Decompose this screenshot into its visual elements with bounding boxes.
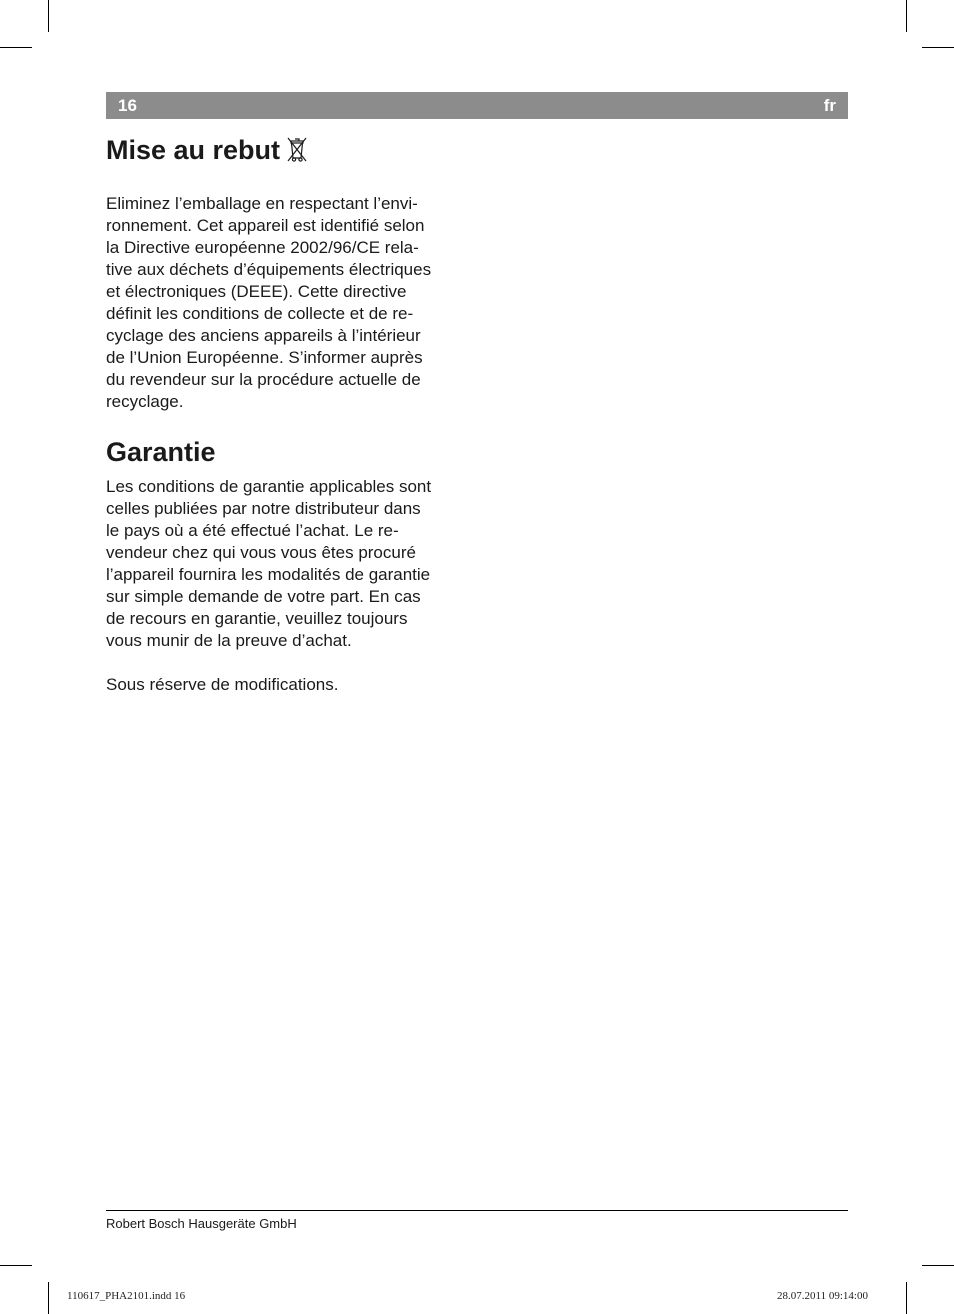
footer-rule <box>106 1210 848 1211</box>
crop-mark <box>0 1265 32 1266</box>
section-title-disposal: Mise au rebut <box>106 134 476 170</box>
crossed-out-wheelie-bin-icon <box>286 135 308 170</box>
crop-mark <box>922 47 954 48</box>
language-code: fr <box>823 96 836 115</box>
page-header-bar <box>106 92 848 119</box>
crop-mark <box>0 47 32 48</box>
crop-mark <box>922 1265 954 1266</box>
section-warranty <box>106 436 476 696</box>
warranty-paragraph: Les conditions de garantie applicables sont celles publiées par notre distributeur dans le pays où a été effectué l’achat. Le re- vendeur chez qui vous vous êtes procuré l’appareil fournira les modalités de garantie sur simple demande de votre part. En cas de recours en garantie, veuillez toujours vous munir de la preuve d’achat. <box>106 477 432 650</box>
section-disposal <box>106 134 476 413</box>
section-title-warranty: Garantie <box>106 437 216 467</box>
page-number: 16 <box>118 96 137 115</box>
crop-mark <box>48 0 49 32</box>
modification-note: Sous réserve de modifications. <box>106 675 339 694</box>
crop-mark <box>48 1282 49 1314</box>
slug-date-time: 28.07.2011 09:14:00 <box>777 1290 868 1302</box>
slug-file-info: 110617_PHA2101.indd 16 <box>67 1290 186 1302</box>
crop-mark <box>906 1282 907 1314</box>
crop-mark <box>906 0 907 32</box>
footer-company: Robert Bosch Hausgeräte GmbH <box>106 1216 297 1231</box>
disposal-paragraph: Eliminez l’emballage en respectant l’envi- ronnement. Cet appareil est identifié selon la Directive européenne 2002/96/CE rela- tive aux déchets d’équipements électriques et électroniques (DEEE). Cette directive définit les conditions de collecte et de re- cyclage des anciens appareils à l’intérieur de l’Union Européenne. S’informer auprès du revendeur sur la procédure actuelle de recyclage. <box>106 194 432 411</box>
